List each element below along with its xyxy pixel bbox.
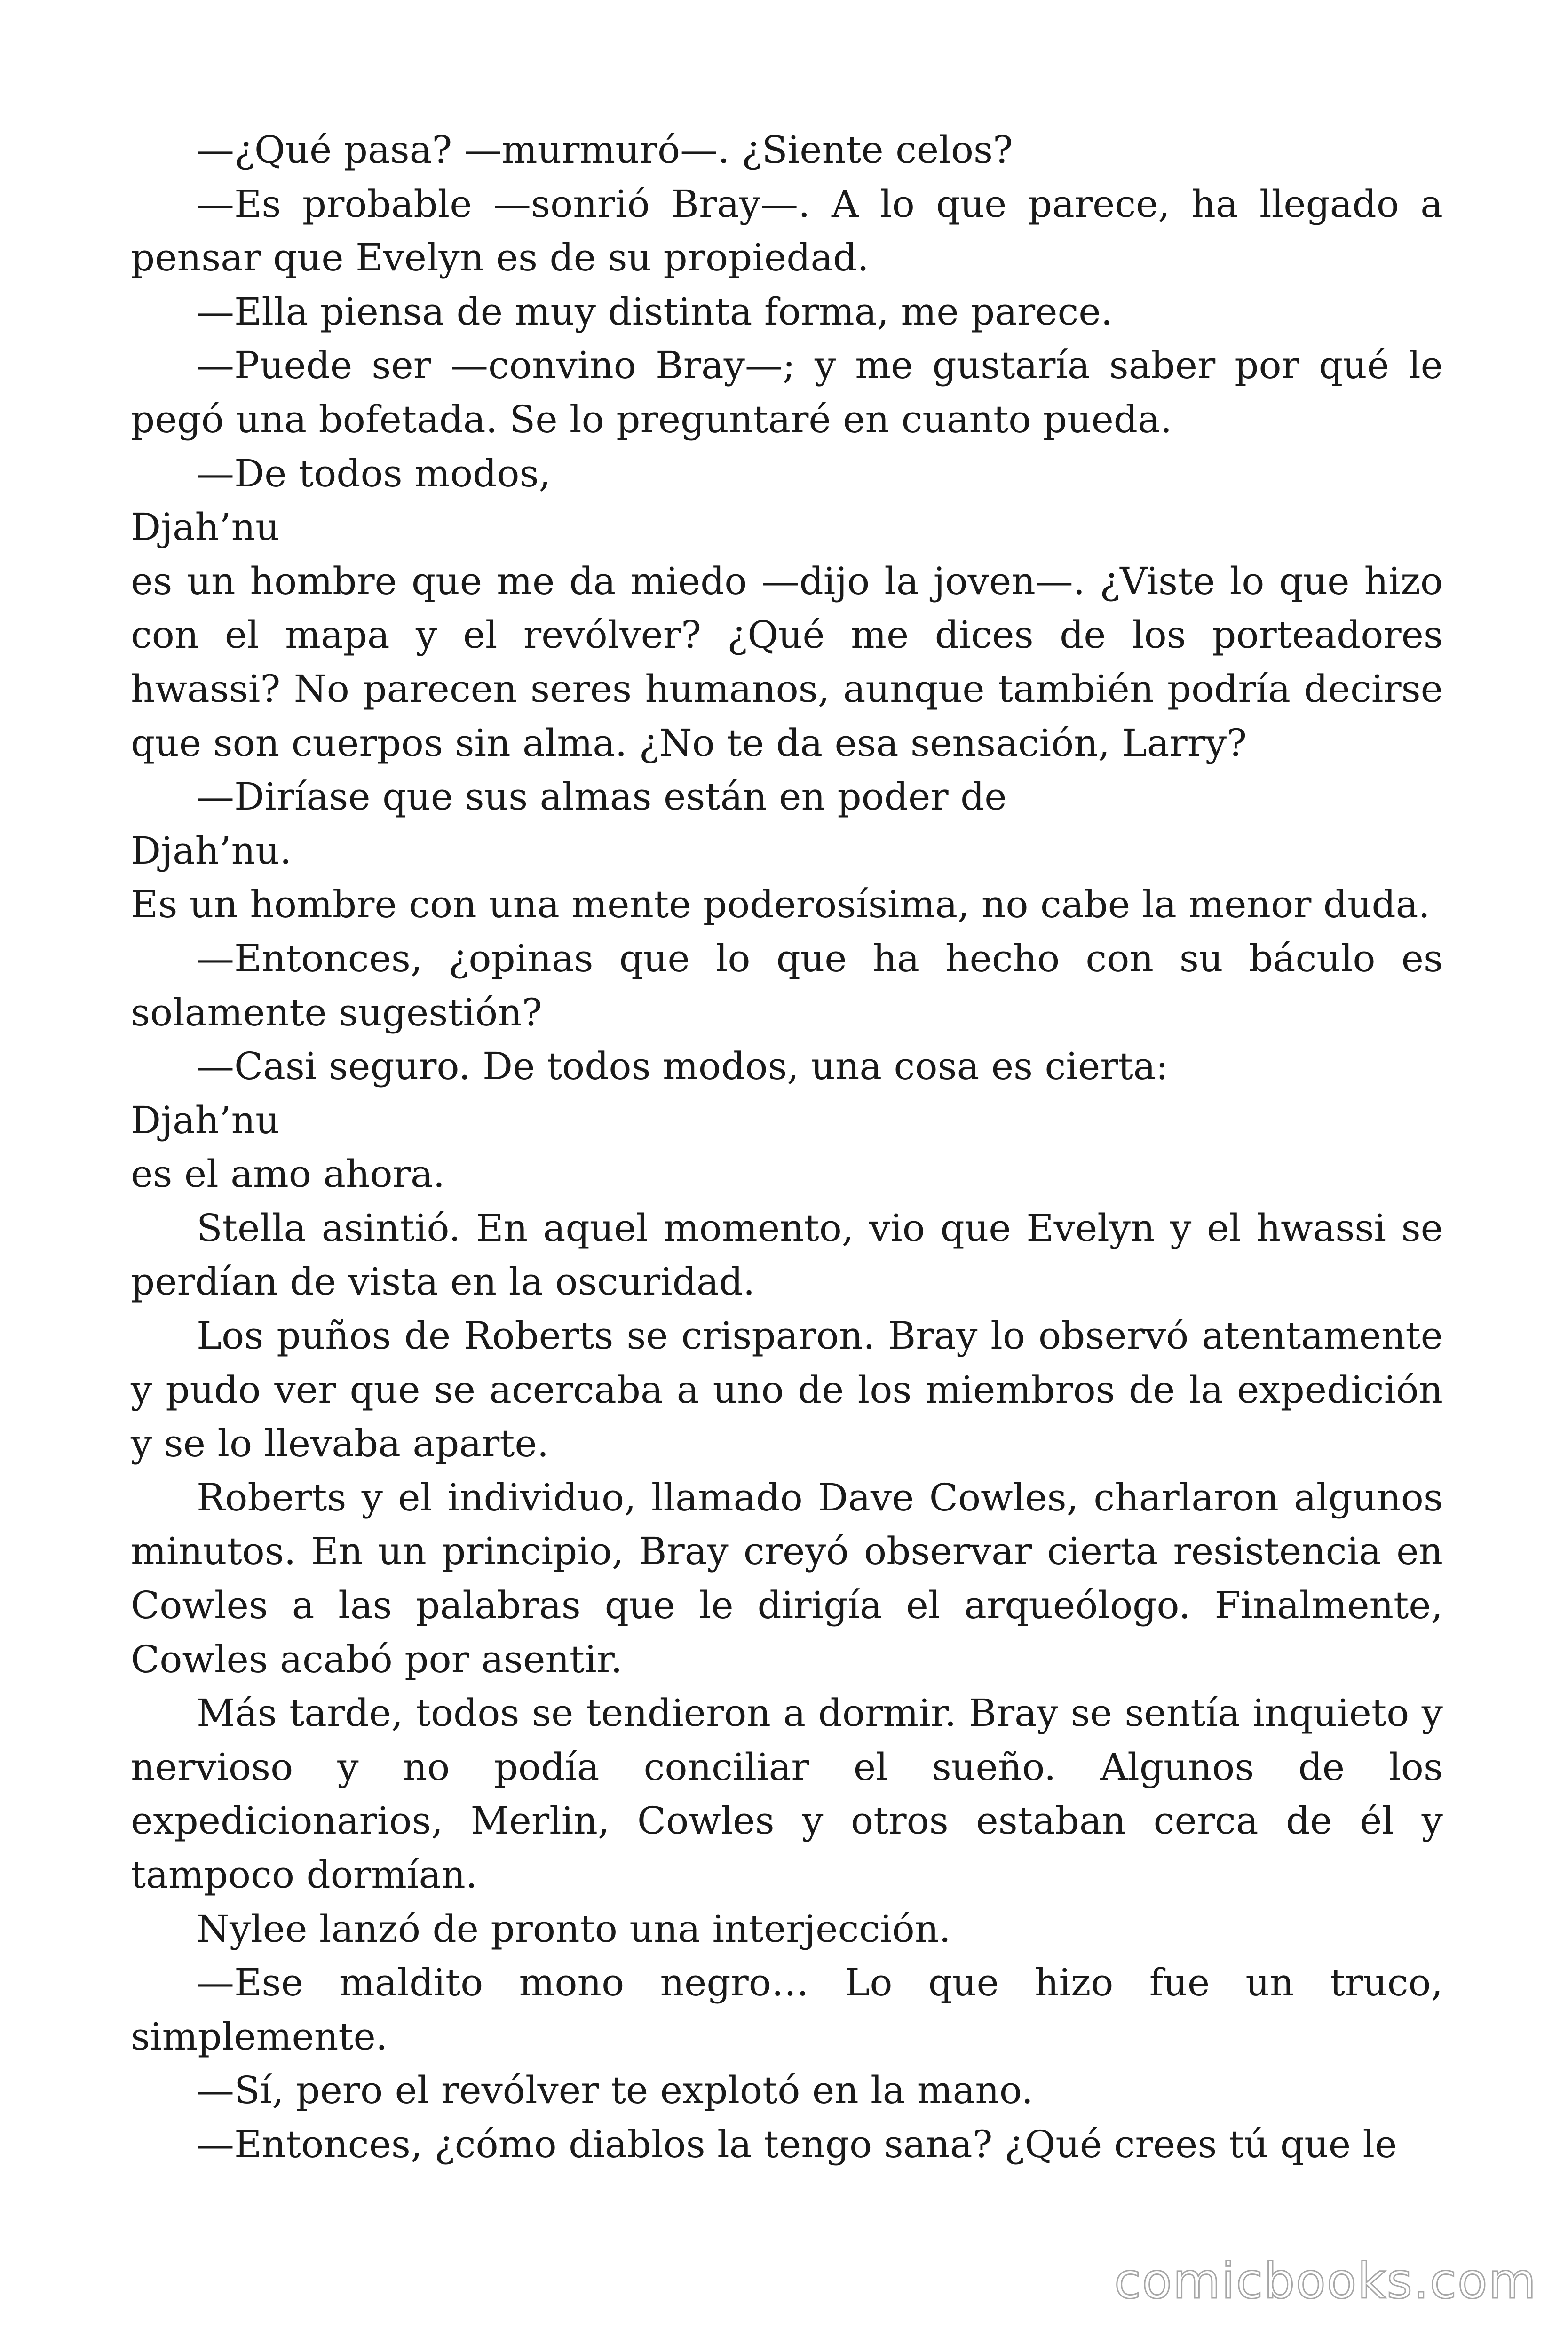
paragraph: Djah’nu. xyxy=(131,828,292,873)
paragraph: —Ese maldito mono negro… Lo que hizo fue un truco, simplemente. xyxy=(131,1961,1443,2058)
paragraph: Stella asintió. En aquel momento, vio que Evelyn y el hwassi se perdían de vista en la oscuridad. xyxy=(131,1206,1443,1304)
paragraph: —¿Qué pasa? —murmuró—. ¿Siente celos? xyxy=(197,128,1013,172)
watermark: comicbooks.com xyxy=(1114,2252,1537,2310)
paragraph: —Ella piensa de muy distinta forma, me parece. xyxy=(197,289,1113,334)
paragraph: —Casi seguro. De todos modos, una cosa es cierta: xyxy=(197,1044,1169,1089)
paragraph: es el amo ahora. xyxy=(131,1152,445,1196)
paragraph: —Sí, pero el revólver te explotó en la mano. xyxy=(197,2068,1034,2113)
paragraph: Más tarde, todos se tendieron a dormir. Bray se sentía inquieto y nervioso y no podía conciliar el sueño. Algunos de los expedicionarios, Merlin, Cowles y otros estaban cerca de él y tampoco dormían. xyxy=(131,1691,1443,1897)
paragraph: —Entonces, ¿cómo diablos la tengo sana? ¿Qué crees tú que le xyxy=(197,2122,1397,2166)
paragraph: —Diríase que sus almas están en poder de xyxy=(197,775,1007,819)
paragraph: Es un hombre con una mente poderosísima, no cabe la menor duda. xyxy=(131,882,1430,927)
page-body xyxy=(131,123,1443,2172)
paragraph: —De todos modos, xyxy=(197,451,551,495)
paragraph: —Es probable —sonrió Bray—. A lo que parece, ha llegado a pensar que Evelyn es de su propiedad. xyxy=(131,182,1443,280)
paragraph: Roberts y el individuo, llamado Dave Cowles, charlaron algunos minutos. En un principio, Bray creyó observar cierta resistencia en Cowles a las palabras que le dirigía el arqueólogo. Finalmente, Cowles acabó por asentir. xyxy=(131,1475,1443,1681)
paragraph: Djah’nu xyxy=(131,1098,280,1142)
paragraph: Djah’nu xyxy=(131,505,280,549)
paragraph: es un hombre que me da miedo —dijo la joven—. ¿Viste lo que hizo con el mapa y el revólver? ¿Qué me dices de los porteadores hwassi? No parecen seres humanos, aunque también podría decirse que son cuerpos sin alma. ¿No te da esa sensación, Larry? xyxy=(131,559,1443,765)
paragraph: —Puede ser —convino Bray—; y me gustaría saber por qué le pegó una bofetada. Se lo preguntaré en cuanto pueda. xyxy=(131,343,1443,441)
paragraph: Nylee lanzó de pronto una interjección. xyxy=(197,1907,951,1951)
paragraph: —Entonces, ¿opinas que lo que ha hecho con su báculo es solamente sugestión? xyxy=(131,936,1443,1034)
paragraph: Los puños de Roberts se crisparon. Bray lo observó atentamente y pudo ver que se acercaba a uno de los miembros de la expedición y se lo llevaba aparte. xyxy=(131,1314,1443,1466)
